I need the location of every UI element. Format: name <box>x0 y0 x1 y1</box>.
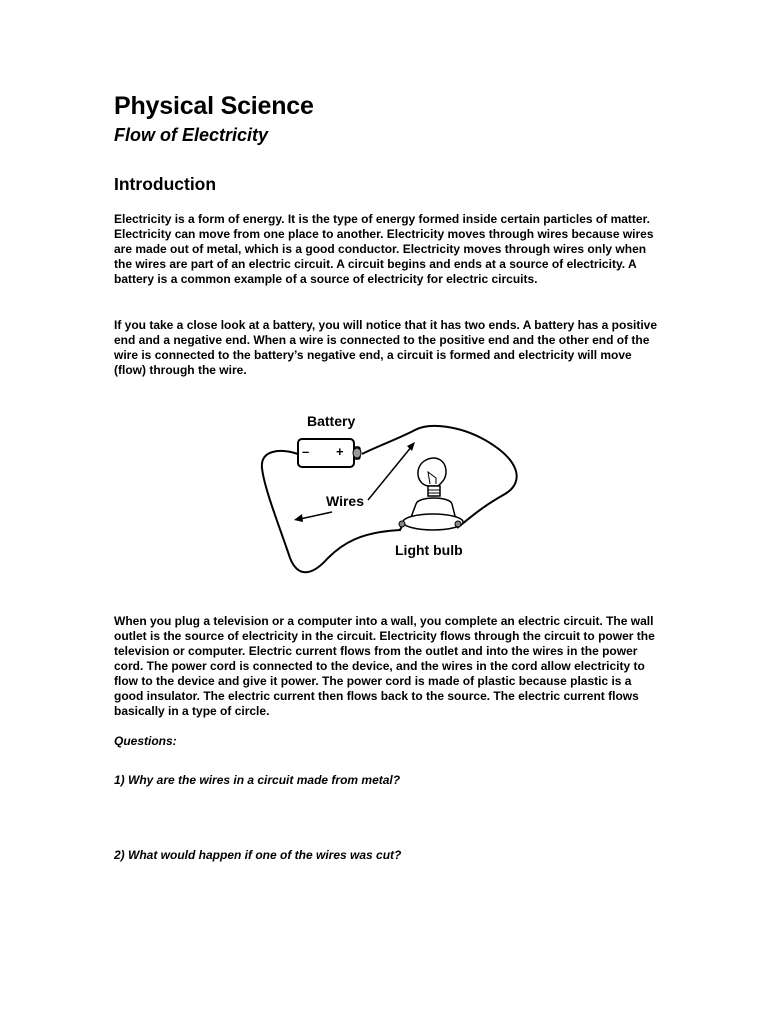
circuit-illustration <box>250 408 530 578</box>
battery-label: Battery <box>307 413 356 429</box>
body-paragraph-3: When you plug a television or a computer into a wall, you complete an electric circuit. The wall outlet is the source of electricity in the circuit. Electricity flows through the circuit to power the television or computer. Electric current flows from the outlet and into the wires in the power cord. The power cord is connected to the device, and the wires in the cord allow electricity to flow to the device and give it power. The power cord is made of plastic because plastic is a good insulator. The electric current then flows back to the source. The electric current flows basically in a type of circle. <box>114 614 655 718</box>
page-title: Physical Science <box>114 92 314 120</box>
question-2: 2) What would happen if one of the wires was cut? <box>114 848 402 862</box>
wires-label: Wires <box>326 493 365 509</box>
intro-paragraph-2: If you take a close look at a battery, you will notice that it has two ends. A battery has a positive end and a negative end. When a wire is connected to the positive end and the other end of the wire is connected to the battery’s negative end, a circuit is formed and electricity will move (flow) through the wire. <box>114 318 658 377</box>
intro-paragraph-1: Electricity is a form of energy. It is the type of energy formed inside certain particles of matter. Electricity can move from one place to another. Electricity moves through wires because wires are made out of metal, which is a good conductor. Electricity moves through wires only when the wires are part of an electric circuit. A circuit begins and ends at a source of electricity. A battery is a common example of a source of electricity for electric circuits. <box>114 212 654 286</box>
arrow-to-wire-right <box>368 442 415 500</box>
circuit-diagram <box>250 408 530 578</box>
questions-label: Questions: <box>114 734 177 748</box>
introduction-heading: Introduction <box>114 174 217 194</box>
battery-minus-sign: – <box>302 444 310 459</box>
circuit-wire <box>262 451 402 572</box>
light-bulb-icon <box>399 458 463 530</box>
light-bulb-label: Light bulb <box>395 542 463 558</box>
arrow-to-wire-left <box>294 512 332 522</box>
battery-plus-sign: + <box>336 444 344 459</box>
question-1: 1) Why are the wires in a circuit made from metal? <box>114 773 401 787</box>
page-subtitle: Flow of Electricity <box>114 125 269 145</box>
